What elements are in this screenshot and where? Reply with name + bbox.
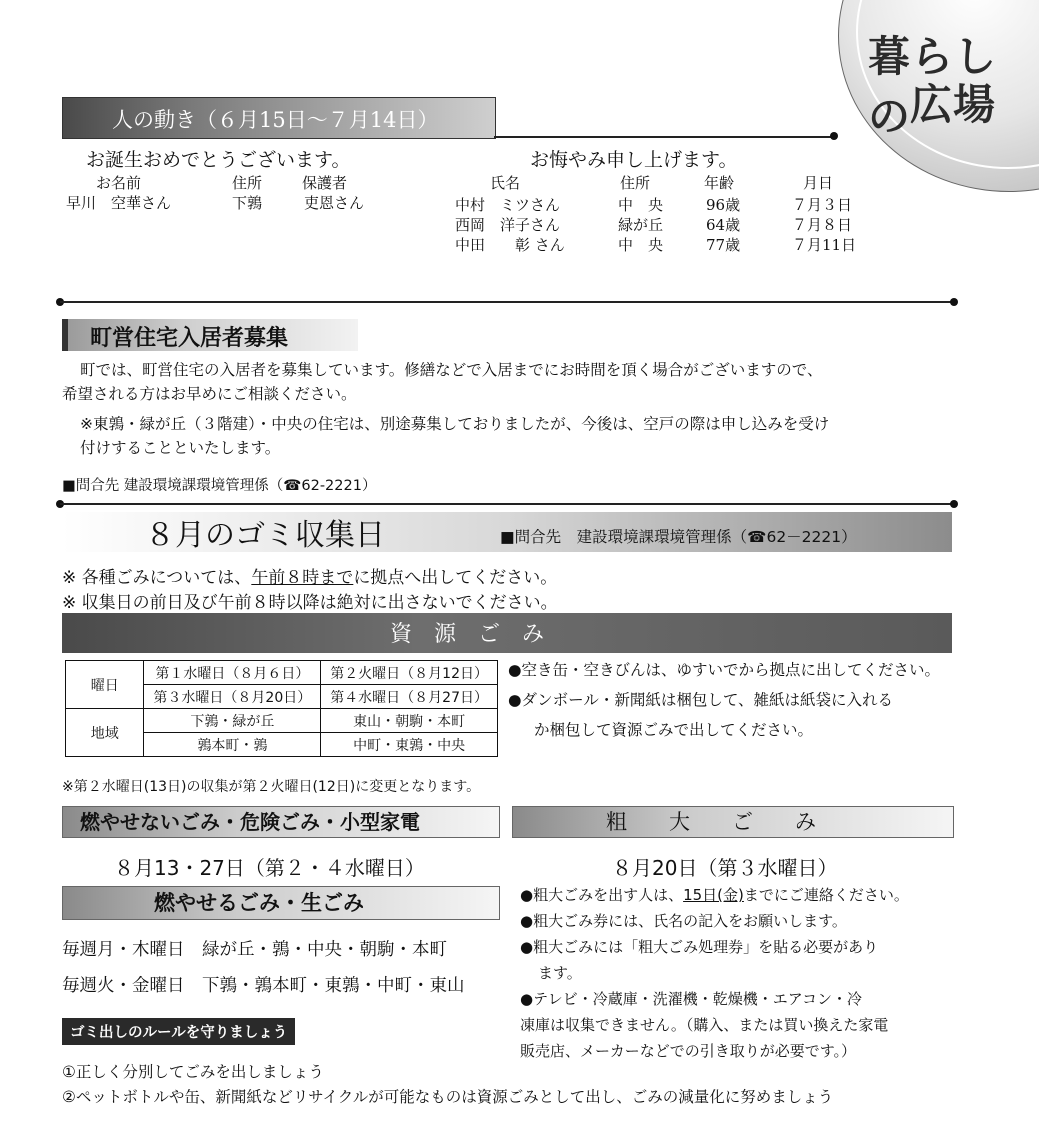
deaths-row-date: ７月11日 (792, 236, 857, 254)
deaths-row-address: 緑が丘 (618, 216, 664, 234)
rules-title: ゴミ出しのルールを守りましょう (62, 1018, 295, 1045)
table-cell: 第２火曜日（８月12日） (321, 661, 498, 685)
table-cell: 第１水曜日（８月６日） (144, 661, 321, 685)
births-col-address: 住所 (232, 174, 263, 192)
table-cell: 中町・東鶉・中央 (321, 733, 498, 757)
people-header-rule (494, 136, 834, 138)
resource-bullet1: ●空き缶・空きびんは、ゆすいでから拠点に出してください。 (508, 661, 941, 679)
births-col-name: お名前 (96, 174, 142, 192)
deaths-title: お悔やみ申し上げます。 (530, 149, 738, 171)
garbage-note2: ※ 収集日の前日及び午前８時以降は絶対に出さないでください。 (62, 593, 558, 613)
housing-contact: ■問合先 建設環境課環境管理係（☎62-2221） (62, 478, 377, 494)
rule-dot (950, 500, 958, 508)
table-row-label: 地域 (66, 709, 144, 757)
section-divider (60, 503, 956, 505)
table-cell: 鶉本町・鶉 (144, 733, 321, 757)
resource-schedule-table (65, 660, 498, 757)
table-cell: 第４水曜日（８月27日） (321, 685, 498, 709)
births-row-address: 下鶉 (232, 194, 263, 212)
births-title: お誕生おめでとうございます。 (86, 149, 351, 171)
bulky-bullet4-line2: 凍庫は収集できません。（購入、または買い換えた家電 (520, 1016, 889, 1034)
garbage-note1-underline: 午前８時まで (251, 568, 354, 588)
people-header-title: 人の動き（６月15日～７月14日） (112, 108, 439, 132)
bulky-bullet4-line3: 販売店、メーカーなどでの引き取りが必要です。） (520, 1042, 857, 1060)
badge-title-line1: 暮らしの (868, 32, 998, 141)
bulky-bullet3-line1: ●粗大ごみには「粗大ごみ処理券」を貼る必要があり (520, 938, 879, 956)
housing-para1-line2: 希望される方はお早めにご相談ください。 (62, 385, 357, 403)
housing-para2-line2: 付けすることといたします。 (80, 439, 281, 457)
deaths-row-address: 中 央 (618, 236, 664, 254)
resource-bullet2-line2: か梱包して資源ごみで出してください。 (534, 721, 814, 739)
births-col-guardian: 保護者 (302, 174, 348, 192)
garbage-note1: ※ 各種ごみについては、午前８時までに拠点へ出してください。 (62, 568, 558, 588)
deaths-row-date: ７月３日 (792, 196, 853, 214)
housing-para2-line1: ※東鶉・緑が丘（３階建）・中央の住宅は、別途募集しておりましたが、今後は、空戸の際は申し込みを受け (80, 415, 830, 433)
bulky-bullet1-underline: 15日(金) (683, 886, 744, 904)
deaths-col-age: 年齢 (704, 174, 735, 192)
nonburnable-title: 燃やせないごみ・危険ごみ・小型家電 (80, 810, 420, 834)
table-cell: 東山・朝駒・本町 (321, 709, 498, 733)
burnable-schedule-line2: 毎週火・金曜日 下鶉・鶉本町・東鶉・中町・東山 (62, 976, 465, 996)
bulky-bullet3-line2: ます。 (538, 964, 582, 982)
rule-dot (830, 132, 838, 140)
resource-title: 資 源 ご み (390, 622, 545, 647)
rules-item1: ①正しく分別してごみを出しましょう (62, 1063, 324, 1081)
burnable-title: 燃やせるごみ・生ごみ (154, 891, 364, 915)
bulky-date: ８月20日（第３水曜日） (612, 856, 838, 880)
housing-title: 町営住宅入居者募集 (90, 326, 289, 351)
deaths-row-age: 77歳 (706, 236, 741, 254)
births-row-guardian: 吏恩さん (304, 194, 365, 212)
nonburnable-dates: ８月13・27日（第２・４水曜日） (114, 856, 425, 880)
garbage-title: ８月のゴミ収集日 (145, 518, 385, 553)
bulky-title: 粗 大 ご み (606, 810, 816, 834)
deaths-col-address: 住所 (620, 174, 651, 192)
deaths-col-name: 氏名 (490, 174, 521, 192)
garbage-contact: ■問合先 建設環境課環境管理係（☎62－2221） (500, 528, 857, 546)
badge-title-line2: 広場 (910, 80, 997, 129)
deaths-row-name: 中田 彰 さん (455, 236, 565, 254)
births-row-name: 早川 空華さん (66, 194, 172, 212)
housing-para1-line1: 町では、町営住宅の入居者を募集しています。修繕などで入居までにお時間を頂く場合がございますので、 (80, 361, 823, 379)
deaths-row-date: ７月８日 (792, 216, 853, 234)
deaths-row-age: 64歳 (706, 216, 741, 234)
bulky-bullet1: ●粗大ごみを出す人は、15日(金)までにご連絡ください。 (520, 886, 909, 904)
table-row-label: 曜日 (66, 661, 144, 709)
deaths-col-date: 月日 (803, 174, 834, 192)
rule-dot (950, 298, 958, 306)
resource-change-note: ※第２水曜日(13日)の収集が第２火曜日(12日)に変更となります。 (62, 779, 481, 795)
rules-item2: ②ペットボトルや缶、新聞紙などリサイクルが可能なものは資源ごみとして出し、ごみの減量化に努めましょう (62, 1088, 834, 1106)
bulky-bullet4-line1: ●テレビ・冷蔵庫・洗濯機・乾燥機・エアコン・冷 (520, 990, 863, 1008)
deaths-row-name: 中村 ミツさん (455, 196, 561, 214)
burnable-schedule-line1: 毎週月・木曜日 緑が丘・鶉・中央・朝駒・本町 (62, 940, 447, 960)
bulky-bullet2: ●粗大ごみ券には、氏名の記入をお願いします。 (520, 912, 847, 930)
table-cell: 下鶉・緑が丘 (144, 709, 321, 733)
table-cell: 第３水曜日（８月20日） (144, 685, 321, 709)
section-divider (60, 301, 956, 303)
deaths-row-age: 96歳 (706, 196, 741, 214)
deaths-row-name: 西岡 洋子さん (455, 216, 561, 234)
deaths-row-address: 中 央 (618, 196, 664, 214)
resource-bullet2-line1: ●ダンボール・新聞紙は梱包して、雑紙は紙袋に入れる (508, 691, 894, 709)
